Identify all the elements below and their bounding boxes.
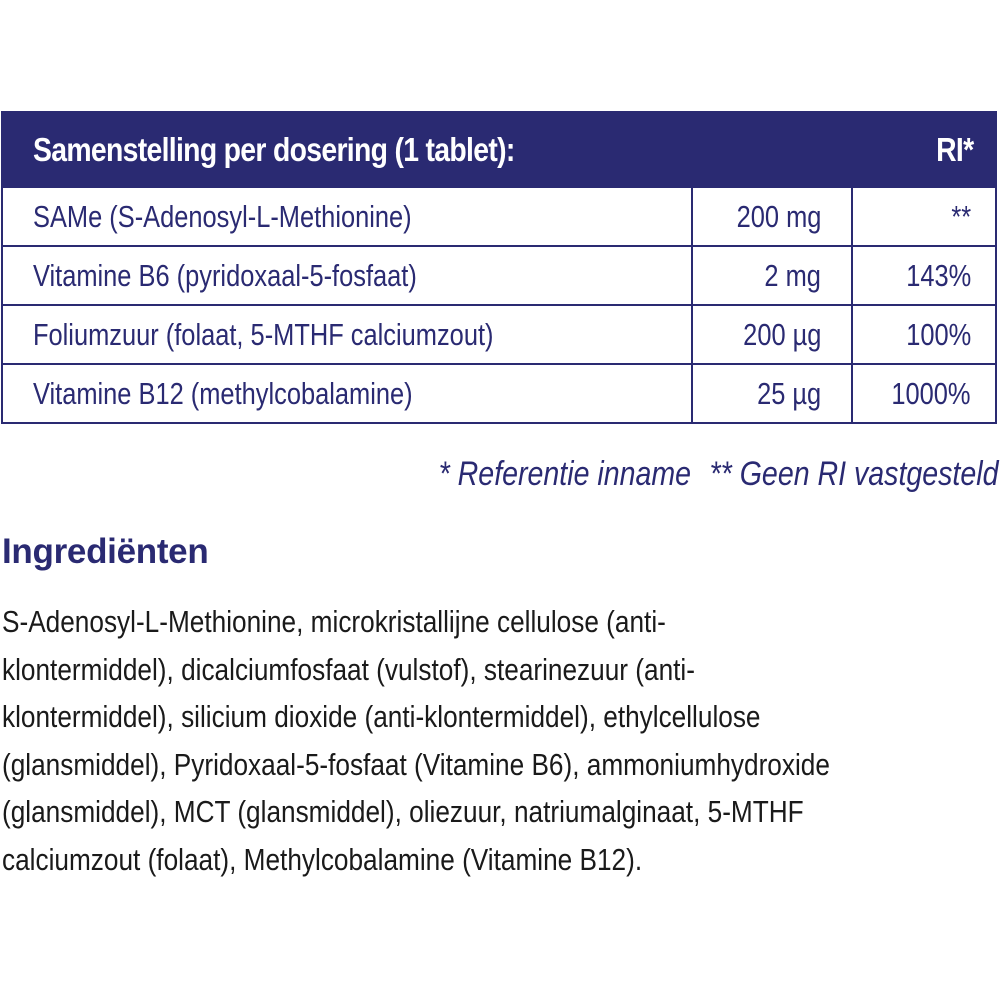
ingredients-text — [2, 598, 999, 883]
ingredient-name-cell — [3, 365, 691, 422]
ingredients-line: S-Adenosyl-L-Methionine, microkristallijne cellulose (anti- — [2, 604, 666, 639]
amount-cell — [691, 306, 851, 363]
table-header-ri: RI* — [935, 130, 973, 168]
ingredient-name-cell — [3, 247, 691, 304]
ri-value: ** — [951, 198, 971, 234]
ingredient-name: Vitamine B6 (pyridoxaal-5-fosfaat) — [33, 257, 417, 293]
ingredients-line: klontermiddel), silicium dioxide (anti-klontermiddel), ethylcellulose — [2, 699, 761, 734]
ri-value: 143% — [905, 257, 971, 293]
table-header-title: Samenstelling per dosering (1 tablet): — [33, 130, 515, 168]
footnote — [438, 455, 998, 494]
table-row — [3, 245, 995, 304]
ingredient-name-cell — [3, 306, 691, 363]
table-row — [3, 186, 995, 245]
footnote-no-ri: ** Geen RI vastgesteld — [709, 455, 998, 493]
footnote-ri: * Referentie inname — [438, 455, 691, 493]
ingredients-line: calciumzout (folaat), Methylcobalamine (Vitamine B12). — [2, 841, 643, 877]
ingredient-name: Vitamine B12 (methylcobalamine) — [33, 375, 413, 411]
table-row — [3, 363, 995, 422]
ingredients-line: (glansmiddel), Pyridoxaal-5-fosfaat (Vitamine B6), ammoniumhydroxide — [2, 746, 830, 782]
ingredient-name: SAMe (S-Adenosyl-L-Methionine) — [33, 198, 412, 234]
amount-cell — [691, 188, 851, 245]
table-header — [3, 113, 995, 186]
amount-cell — [691, 365, 851, 422]
ingredients-line: (glansmiddel), MCT (glansmiddel), oliezuur, natriumalginaat, 5-MTHF — [2, 794, 804, 829]
amount-value: 25 µg — [756, 375, 821, 411]
amount-value: 200 mg — [736, 198, 821, 234]
table-row — [3, 304, 995, 363]
ri-cell — [851, 365, 995, 422]
ri-cell — [851, 188, 995, 245]
ingredient-name-cell — [3, 188, 691, 245]
ingredients-line: klontermiddel), dicalciumfosfaat (vulstof), stearinezuur (anti- — [2, 651, 695, 687]
amount-cell — [691, 247, 851, 304]
ingredient-name: Foliumzuur (folaat, 5-MTHF calciumzout) — [33, 316, 494, 352]
ri-cell — [851, 306, 995, 363]
ingredients-heading: Ingrediënten — [2, 532, 209, 571]
ri-value: 1000% — [891, 375, 971, 411]
ri-cell — [851, 247, 995, 304]
amount-value: 2 mg — [764, 257, 821, 293]
composition-table — [1, 111, 997, 424]
amount-value: 200 µg — [742, 316, 821, 352]
ri-value: 100% — [905, 316, 971, 352]
